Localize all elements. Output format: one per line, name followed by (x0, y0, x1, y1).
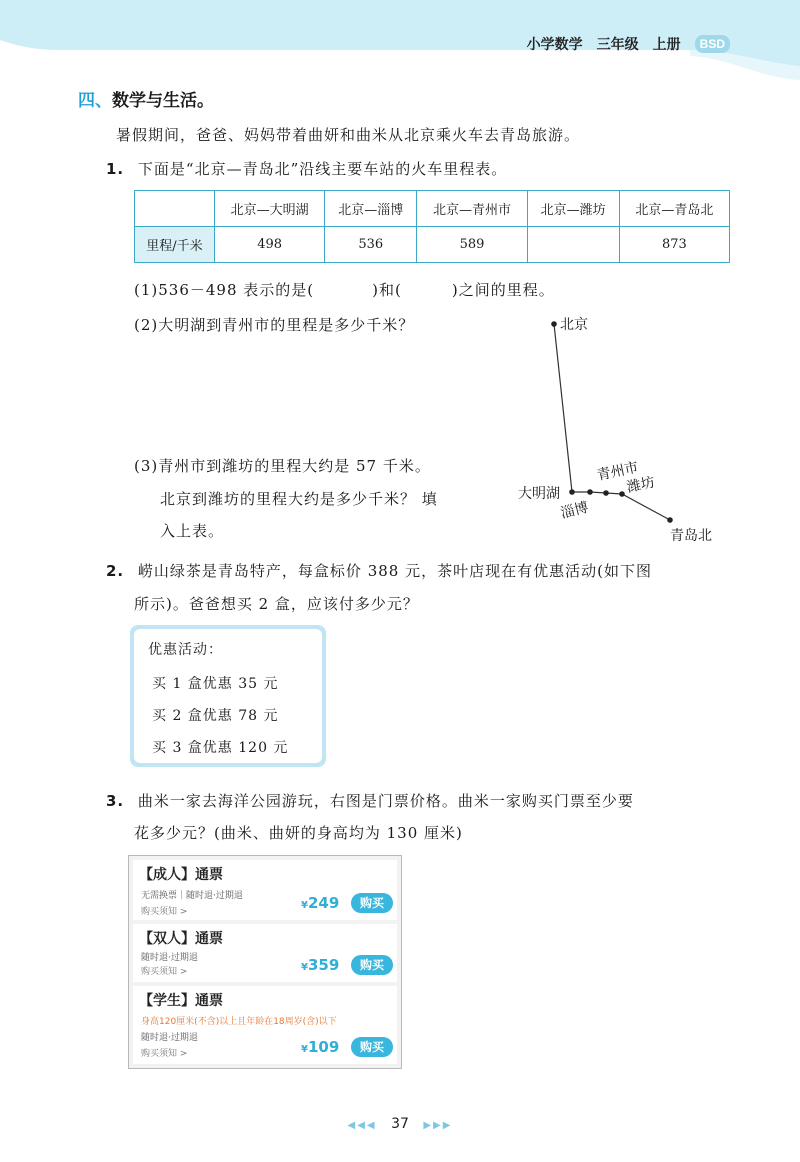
ticket-note: 随时退·过期退 (141, 953, 198, 963)
table-header-cell: 北京—大明湖 (215, 191, 325, 227)
promo-row: 买 1 盒优惠 35 元 (152, 676, 279, 692)
ticket-price-card (128, 855, 402, 1069)
q2-text-1: 崂山绿茶是青岛特产，每盒标价 388 元，茶叶店现在有优惠活动(如下图 (137, 562, 652, 580)
currency-symbol: ¥ (301, 900, 308, 911)
q1-sub1-part-c: )之间的里程。 (451, 281, 555, 299)
right-arrows-icon: ▶▶▶ (423, 1120, 453, 1131)
section-title (78, 86, 214, 111)
q1-sub3-line1: (3)青州市到潍坊的里程大约是 57 千米。 (134, 457, 431, 475)
section-number: 四、 (78, 91, 112, 111)
price-value: 109 (307, 1038, 340, 1056)
ticket-height-requirement: 身高120厘米(不含)以上且年龄在18周岁(含)以下 (141, 1017, 337, 1027)
ticket-double (133, 924, 397, 982)
q3-line2: 花多少元？(曲米、曲妍的身高均为 130 厘米) (134, 824, 463, 842)
label-beijing: 北京 (560, 317, 588, 333)
q2-line1 (106, 560, 652, 581)
price-value: 249 (307, 894, 340, 912)
ticket-adult (133, 860, 397, 920)
station-qingdaobei-dot (667, 517, 673, 523)
ticket-note: 无需换票｜随时退·过期退 (141, 891, 243, 901)
q1-line (106, 158, 507, 179)
station-zibo-dot (587, 489, 593, 495)
ticket-title: 【成人】通票 (139, 867, 223, 883)
table-cell-blank[interactable] (527, 227, 619, 263)
ticket-title: 【双人】通票 (139, 931, 223, 947)
table-cell: 536 (325, 227, 417, 263)
buy-button[interactable]: 购买 (351, 1037, 393, 1057)
header-subject: 小学数学 (526, 37, 583, 53)
table-header-cell: 北京—淄博 (325, 191, 417, 227)
section-title-text: 数学与生活。 (112, 91, 214, 111)
label-qingzhou: 青州市 (595, 459, 640, 484)
q1-sub3-line2: 北京到潍坊的里程大约是多少千米？ 填 (160, 490, 438, 508)
buy-button[interactable]: 购买 (351, 893, 393, 913)
station-weifang-dot (619, 491, 625, 497)
station-daminghu-dot (569, 489, 575, 495)
purchase-notice-link[interactable]: 购买须知 > (141, 1049, 188, 1059)
table-corner (135, 191, 215, 227)
table-cell: 873 (619, 227, 729, 263)
currency-symbol: ¥ (301, 962, 308, 973)
intro-text: 暑假期间，爸爸、妈妈带着曲妍和曲米从北京乘火车去青岛旅游。 (116, 126, 581, 144)
ticket-price (301, 894, 339, 912)
header-volume: 上册 (652, 37, 681, 53)
station-qingzhou-dot (603, 490, 609, 496)
left-arrows-icon: ◀◀◀ (347, 1120, 377, 1131)
table-row (135, 227, 730, 263)
promo-box (130, 625, 326, 767)
ticket-note: 随时退·过期退 (141, 1033, 198, 1043)
page-footer (0, 1116, 800, 1132)
q3-number: 3. (106, 792, 125, 810)
edition-badge: BSD (695, 35, 730, 53)
q3-line1 (106, 790, 634, 811)
table-header-row (135, 191, 730, 227)
ticket-price (301, 1038, 339, 1056)
currency-symbol: ¥ (301, 1044, 308, 1055)
q1-sub1 (134, 279, 555, 300)
q2-number: 2. (106, 562, 125, 580)
ticket-title: 【学生】通票 (139, 993, 223, 1009)
table-cell: 589 (417, 227, 527, 263)
promo-row: 买 2 盒优惠 78 元 (152, 708, 279, 724)
q1-sub2: (2)大明湖到青州市的里程是多少千米？ (134, 316, 415, 334)
buy-button[interactable]: 购买 (351, 955, 393, 975)
label-qingdaobei: 青岛北 (670, 528, 712, 544)
q3-text-1: 曲米一家去海洋公园游玩，右图是门票价格。曲米一家购买门票至少要 (137, 792, 634, 810)
table-header-cell: 北京—潍坊 (527, 191, 619, 227)
q1-number: 1. (106, 160, 125, 178)
page-number: 37 (391, 1116, 409, 1132)
header-grade: 三年级 (596, 37, 639, 53)
promo-title: 优惠活动： (148, 642, 223, 658)
q1-text: 下面是“北京—青岛北”沿线主要车站的火车里程表。 (137, 160, 508, 178)
table-cell: 498 (215, 227, 325, 263)
q1-sub1-part-b: )和( (372, 281, 402, 299)
q1-sub1-part-a: (1)536－498 表示的是( (134, 281, 315, 299)
purchase-notice-link[interactable]: 购买须知 > (141, 967, 188, 977)
label-zibo: 淄博 (559, 499, 591, 522)
promo-inner (134, 629, 322, 763)
q1-sub3-line3: 入上表。 (160, 522, 225, 540)
railway-map (510, 312, 740, 552)
table-row-label: 里程/千米 (135, 227, 215, 263)
table-header-cell: 北京—青岛北 (619, 191, 729, 227)
price-value: 359 (307, 956, 340, 974)
promo-row: 买 3 盒优惠 120 元 (152, 740, 289, 756)
ticket-student (133, 986, 397, 1064)
label-weifang: 潍坊 (625, 474, 657, 496)
mileage-table (134, 190, 730, 263)
purchase-notice-link[interactable]: 购买须知 > (141, 907, 188, 917)
q2-line2: 所示)。爸爸想买 2 盒，应该付多少元？ (134, 595, 419, 613)
table-header-cell: 北京—青州市 (417, 191, 527, 227)
ticket-price (301, 956, 339, 974)
label-daminghu: 大明湖 (518, 486, 560, 502)
station-beijing-dot (551, 321, 557, 327)
header-info (527, 34, 730, 54)
